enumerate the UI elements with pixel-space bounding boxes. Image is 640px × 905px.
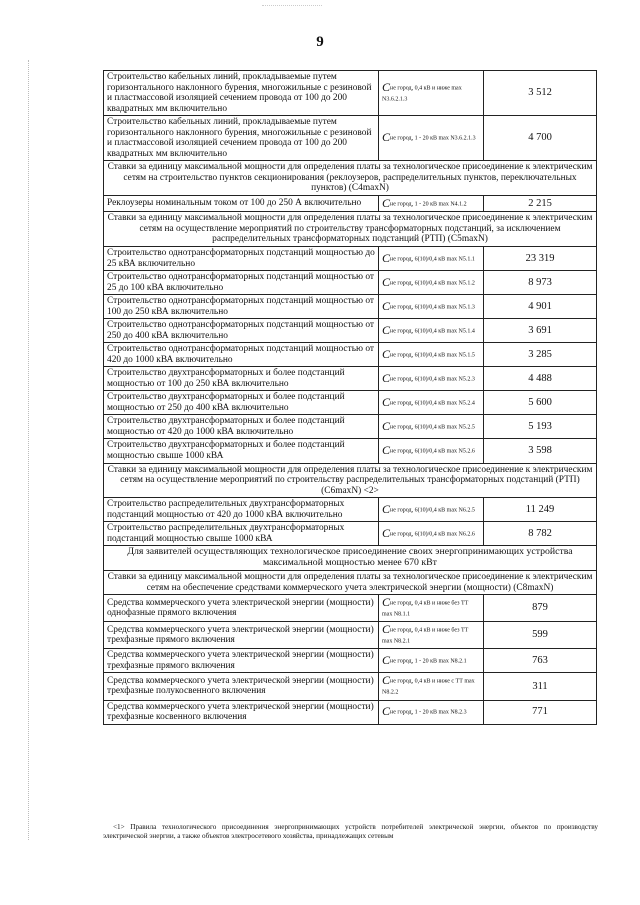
rate-value: 763 (484, 649, 597, 673)
rate-code-subscript: не город, 0,4 кВ и ниже с ТТ max N8.2.2 (382, 678, 475, 696)
section-header-text: Ставки за единицу максимальной мощности для определения платы за технологическое присоединение к электрическим сетям на обеспечение средствами коммерческого учета электрической энергии (мощности) (C8maxN) (104, 571, 597, 595)
rate-value: 23 319 (484, 246, 597, 270)
rate-code-symbol: C (382, 595, 391, 610)
rate-item-name: Средства коммерческого учета электрической энергии (мощности) трехфазные прямого включения (104, 622, 379, 649)
rate-row (104, 246, 597, 270)
rate-row (104, 195, 597, 212)
rate-row (104, 367, 597, 391)
rate-row (104, 673, 597, 700)
rate-code (379, 673, 484, 700)
rate-code (379, 246, 484, 270)
rate-code-symbol: C (382, 322, 391, 337)
rate-code-symbol: C (382, 525, 391, 540)
rate-code-symbol: C (382, 622, 391, 637)
rate-value: 8 973 (484, 271, 597, 295)
rate-row (104, 343, 597, 367)
rate-code (379, 195, 484, 212)
rate-code-symbol: C (382, 501, 391, 516)
rate-code (379, 319, 484, 343)
rate-value: 5 193 (484, 415, 597, 439)
rates-table-body (104, 71, 597, 725)
rate-code (379, 367, 484, 391)
rate-row (104, 295, 597, 319)
scan-artifact (262, 5, 322, 14)
rate-code-symbol: C (382, 395, 391, 410)
rate-code (379, 391, 484, 415)
rate-code-symbol: C (382, 250, 391, 265)
rate-code-symbol: C (382, 346, 391, 361)
rate-value: 771 (484, 700, 597, 724)
rate-code-subscript: не город, 6(10)/0,4 кВ max N5.1.2 (390, 280, 475, 287)
rate-value: 11 249 (484, 498, 597, 522)
section-header-row (104, 546, 597, 571)
rate-code-subscript: не город, 6(10)/0,4 кВ max N5.1.5 (390, 352, 475, 359)
rate-code (379, 498, 484, 522)
rate-item-name: Строительство однотрансформаторных подстанций мощностью от 420 до 1000 кВА включительно (104, 343, 379, 367)
footnote (103, 823, 598, 842)
rate-code (379, 271, 484, 295)
rate-code (379, 439, 484, 463)
rate-code-symbol: C (382, 443, 391, 458)
rate-value: 599 (484, 622, 597, 649)
rate-code-subscript: не город, 6(10)/0,4 кВ max N6.2.5 (390, 507, 475, 514)
rate-item-name: Строительство однотрансформаторных подстанций мощностью от 25 до 100 кВА включительно (104, 271, 379, 295)
rate-code-symbol: C (382, 704, 391, 719)
rate-item-name: Строительство однотрансформаторных подстанций мощностью от 100 до 250 кВА включительно (104, 295, 379, 319)
rate-code-subscript: не город, 6(10)/0,4 кВ max N5.2.3 (390, 376, 475, 383)
rate-code-subscript: не город, 1 - 20 кВ max N8.2.3 (390, 709, 467, 716)
rate-row (104, 391, 597, 415)
rate-code-subscript: не город, 6(10)/0,4 кВ max N5.1.3 (390, 304, 475, 311)
section-header-row (104, 212, 597, 247)
rate-row (104, 700, 597, 724)
rate-code-subscript: не город, 1 - 20 кВ max N3.6.2.1.3 (390, 135, 476, 142)
rate-item-name: Средства коммерческого учета электрической энергии (мощности) трехфазные полукосвенного включения (104, 673, 379, 700)
section-header-row (104, 161, 597, 196)
rate-row (104, 271, 597, 295)
rate-value: 8 782 (484, 522, 597, 546)
rate-code-subscript: не город, 6(10)/0,4 кВ max N5.1.1 (390, 256, 475, 263)
rate-code (379, 343, 484, 367)
rate-item-name: Средства коммерческого учета электрической энергии (мощности) однофазные прямого включения (104, 595, 379, 622)
rate-item-name: Строительство распределительных двухтрансформаторных подстанций мощностью свыше 1000 кВА (104, 522, 379, 546)
section-header-text: Ставки за единицу максимальной мощности для определения платы за технологическое присоединение к электрическим сетям на осуществление мероприятий по строительству распределительных трансформаторных подстанций (РТП) (C6maxN) <2> (104, 463, 597, 498)
rate-row (104, 498, 597, 522)
rate-code (379, 295, 484, 319)
rate-code (379, 622, 484, 649)
rate-code-symbol: C (382, 371, 391, 386)
rate-code-symbol: C (382, 298, 391, 313)
rate-code-subscript: не город, 6(10)/0,4 кВ max N6.2.6 (390, 531, 475, 538)
rate-item-name: Строительство однотрансформаторных подстанций мощностью от 250 до 400 кВА включительно (104, 319, 379, 343)
rate-code (379, 71, 484, 116)
rate-value: 2 215 (484, 195, 597, 212)
rate-value: 3 598 (484, 439, 597, 463)
section-header-row (104, 571, 597, 595)
left-margin-scan-line (28, 60, 30, 840)
rate-item-name: Реклоузеры номинальным током от 100 до 250 А включительно (104, 195, 379, 212)
rate-code (379, 700, 484, 724)
rate-item-name: Строительство двухтрансформаторных и более подстанций мощностью от 100 до 250 кВА включительно (104, 367, 379, 391)
section-header-text: Для заявителей осуществляющих технологическое присоединение своих энергопринимающих устройства максимальной мощностью менее 670 кВт (104, 546, 597, 571)
section-header-row (104, 463, 597, 498)
rate-code-symbol: C (382, 80, 391, 95)
rate-row (104, 522, 597, 546)
rate-code-subscript: не город, 6(10)/0,4 кВ max N5.2.4 (390, 400, 475, 407)
rate-item-name: Строительство кабельных линий, прокладываемые путем горизонтального наклонного бурения, многожильные с резиновой и пластмассовой изоляцией сечением провода от 100 до 200 квадратных мм включительно (104, 116, 379, 161)
rate-code (379, 522, 484, 546)
rates-table (103, 70, 597, 725)
rate-value: 4 700 (484, 116, 597, 161)
rate-code-symbol: C (382, 274, 391, 289)
section-header-text: Ставки за единицу максимальной мощности для определения платы за технологическое присоединение к электрическим сетям на осуществление мероприятий по строительству трансформаторных подстанций, за исключением распределительных трансформаторных подстанций (РТП) (C5maxN) (104, 212, 597, 247)
rate-value: 3 285 (484, 343, 597, 367)
rate-code-subscript: не город, 6(10)/0,4 кВ max N5.2.5 (390, 424, 475, 431)
rate-code (379, 595, 484, 622)
footnote-text: <1> Правила технологического присоединения энергопринимающих устройств потребителей электрической энергии, объектов по производству электрической энергии, а также объектов электросетевого хозяйства, принадлежащих сетевым (103, 823, 598, 841)
rate-code-symbol: C (382, 673, 391, 688)
rate-row (104, 622, 597, 649)
rate-item-name: Строительство однотрансформаторных подстанций мощностью до 25 кВА включительно (104, 246, 379, 270)
rate-code-subscript: не город, 0,4 кВ и ниже без ТТ max N8.1.1 (382, 600, 469, 618)
rate-code-subscript: не город, 6(10)/0,4 кВ max N5.1.4 (390, 328, 475, 335)
rate-value: 879 (484, 595, 597, 622)
rate-code-subscript: не город, 6(10)/0,4 кВ max N5.2.6 (390, 448, 475, 455)
rate-value: 4 488 (484, 367, 597, 391)
rate-row (104, 319, 597, 343)
rate-code-subscript: не город, 1 - 20 кВ max N8.2.1 (390, 658, 467, 665)
section-header-text: Ставки за единицу максимальной мощности для определения платы за технологическое присоединение к электрическим сетям на строительство пунктов секционирования (реклоузеров, распределительных пунктов, переключательных пунктов) (C4maxN) (104, 161, 597, 196)
rate-item-name: Средства коммерческого учета электрической энергии (мощности) трехфазные прямого включения (104, 649, 379, 673)
rate-value: 4 901 (484, 295, 597, 319)
rate-code-symbol: C (382, 130, 391, 145)
rate-item-name: Строительство распределительных двухтрансформаторных подстанций мощностью от 420 до 1000 кВА включительно (104, 498, 379, 522)
rate-item-name: Строительство двухтрансформаторных и более подстанций мощностью от 420 до 1000 кВА включительно (104, 415, 379, 439)
rate-row (104, 415, 597, 439)
rate-code-symbol: C (382, 419, 391, 434)
rate-value: 3 512 (484, 71, 597, 116)
rate-value: 3 691 (484, 319, 597, 343)
rate-row (104, 71, 597, 116)
rate-row (104, 649, 597, 673)
page-number: 9 (316, 34, 324, 50)
rate-code-subscript: не город, 0,4 кВ и ниже без ТТ max N8.2.1 (382, 627, 469, 645)
rate-value: 5 600 (484, 391, 597, 415)
rate-row (104, 116, 597, 161)
rate-code-symbol: C (382, 195, 391, 210)
rate-value: 311 (484, 673, 597, 700)
rate-item-name: Строительство кабельных линий, прокладываемые путем горизонтального наклонного бурения, многожильные с резиновой и пластмассовой изоляцией сечением провода от 100 до 200 квадратных мм включительно (104, 71, 379, 116)
rate-code-subscript: не город, 0,4 кВ и ниже max N3.6.2.1.3 (382, 85, 462, 103)
rate-row (104, 439, 597, 463)
rate-item-name: Строительство двухтрансформаторных и более подстанций мощностью от 250 до 400 кВА включительно (104, 391, 379, 415)
rate-code (379, 649, 484, 673)
rate-item-name: Строительство двухтрансформаторных и более подстанций мощностью свыше 1000 кВА (104, 439, 379, 463)
rate-code-symbol: C (382, 653, 391, 668)
rate-item-name: Средства коммерческого учета электрической энергии (мощности) трехфазные косвенного включения (104, 700, 379, 724)
rate-code (379, 116, 484, 161)
rate-code (379, 415, 484, 439)
rate-code-subscript: не город, 1 - 20 кВ max N4.1.2 (390, 201, 467, 208)
rate-row (104, 595, 597, 622)
